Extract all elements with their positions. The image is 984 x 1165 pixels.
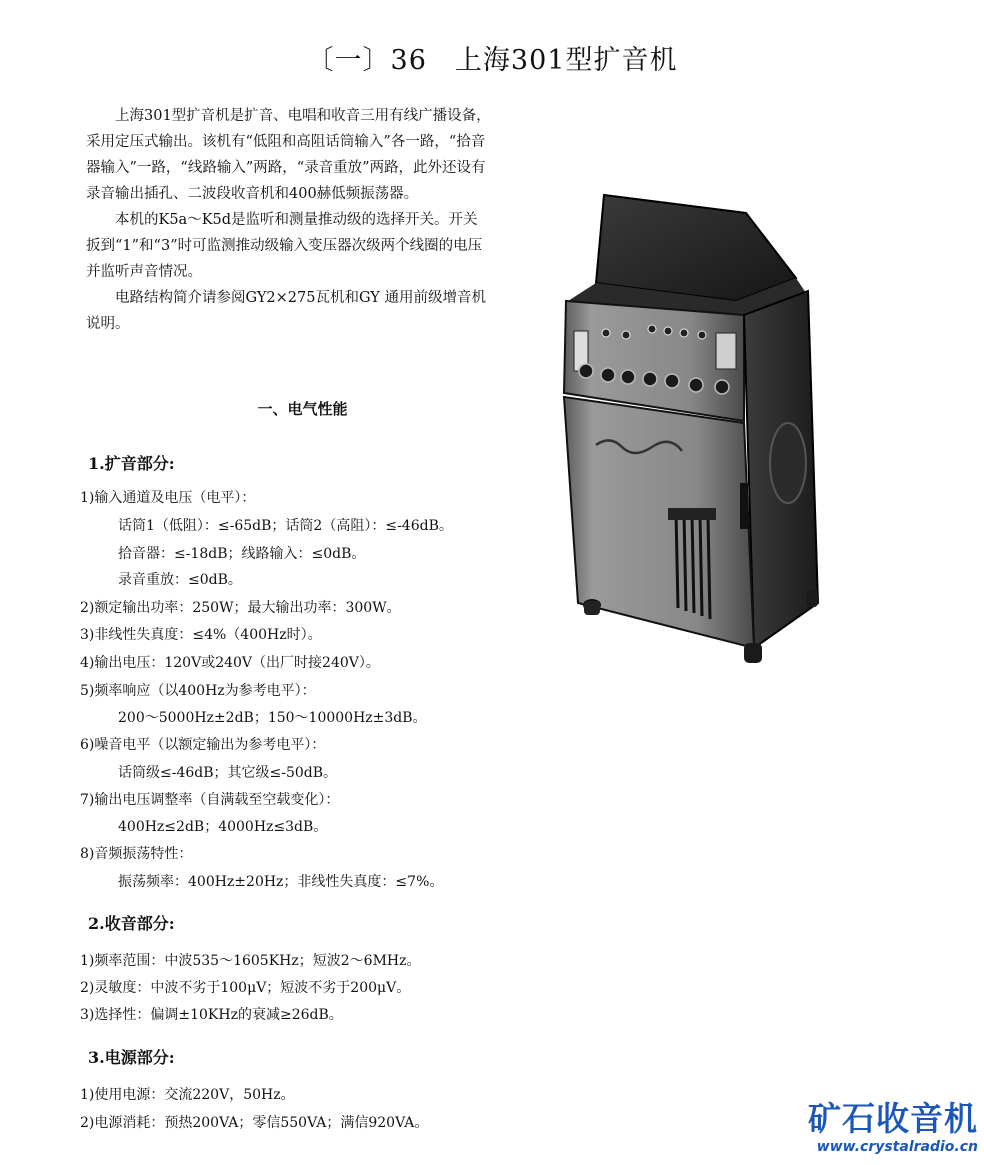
spec-line: 2)额定输出功率：250W；最大输出功率：300W。 bbox=[80, 600, 401, 616]
spec-line: 话筒1（低阻）：≤-65dB；话筒2（高阻）：≤-46dB。 bbox=[118, 518, 453, 534]
spec-line: 6)噪音电平（以额定输出为参考电平）： bbox=[80, 737, 326, 753]
spec-line: 1)频率范围：中波535～1605KHz；短波2～6MHz。 bbox=[80, 953, 421, 969]
amplifier-photo bbox=[556, 183, 848, 673]
spec-line: 2)电源消耗：预热200VA；零信550VA；满信920VA。 bbox=[80, 1115, 429, 1131]
spec-line: 3)选择性：偏调±10KHz的衰减≥26dB。 bbox=[80, 1007, 343, 1023]
section-title: 一、电气性能 bbox=[257, 400, 348, 418]
watermark bbox=[808, 1100, 978, 1156]
spec-line: 录音重放：≤0dB。 bbox=[118, 572, 242, 588]
watermark-title: 矿石收音机 bbox=[808, 1099, 978, 1138]
spec-line: 8)音频振荡特性： bbox=[80, 846, 193, 862]
part3-heading: 3.电源部分: bbox=[88, 1048, 175, 1067]
spec-line: 5)频率响应（以400Hz为参考电平）： bbox=[80, 683, 316, 699]
spec-line: 拾音器：≤-18dB；线路输入：≤0dB。 bbox=[118, 546, 366, 562]
spec-line: 1)输入通道及电压（电平）： bbox=[80, 490, 256, 506]
spec-line: 振荡频率：400Hz±20Hz；非线性失真度：≤7%。 bbox=[118, 874, 444, 890]
spec-line: 400Hz≤2dB；4000Hz≤3dB。 bbox=[118, 819, 328, 835]
spec-line: 200～5000Hz±2dB；150～10000Hz±3dB。 bbox=[118, 710, 427, 726]
spec-line: 1)使用电源：交流220V，50Hz。 bbox=[80, 1087, 295, 1103]
spec-line: 4)输出电压：120V或240V（出厂时接240V）。 bbox=[80, 655, 380, 671]
spec-line: 7)输出电压调整率（自满载至空载变化）： bbox=[80, 792, 340, 808]
spec-line: 话筒级≤-46dB；其它级≤-50dB。 bbox=[118, 765, 338, 781]
intro-text bbox=[86, 103, 491, 337]
page-title: 〔一〕36 上海301型扩音机 bbox=[306, 45, 678, 76]
intro-paragraph: 上海301型扩音机是扩音、电唱和收音三用有线广播设备，采用定压式输出。该机有“低阻和高阻话筒输入”各一路，“拾音器输入”一路，“线路输入”两路，“录音重放”两路，此外还设有录音输出插孔、二波段收音机和400赫低频振荡器。 bbox=[86, 108, 491, 202]
spec-line: 3)非线性失真度：≤4%（400Hz时）。 bbox=[80, 627, 322, 643]
intro-paragraph: 本机的K5a～K5d是监听和测量推动级的选择开关。开关扳到“1”和“3”时可监测推动级输入变压器次级两个线圈的电压并监听声音情况。 bbox=[86, 212, 483, 280]
watermark-url: www.crystalradio.cn bbox=[816, 1139, 978, 1155]
part1-heading: 1.扩音部分: bbox=[88, 454, 175, 473]
intro-paragraph: 电路结构简介请参阅GY2×275瓦机和GY 通用前级增音机说明。 bbox=[86, 290, 486, 332]
part2-heading: 2.收音部分: bbox=[88, 914, 175, 933]
spec-line: 2)灵敏度：中波不劣于100μV；短波不劣于200μV。 bbox=[80, 980, 411, 996]
